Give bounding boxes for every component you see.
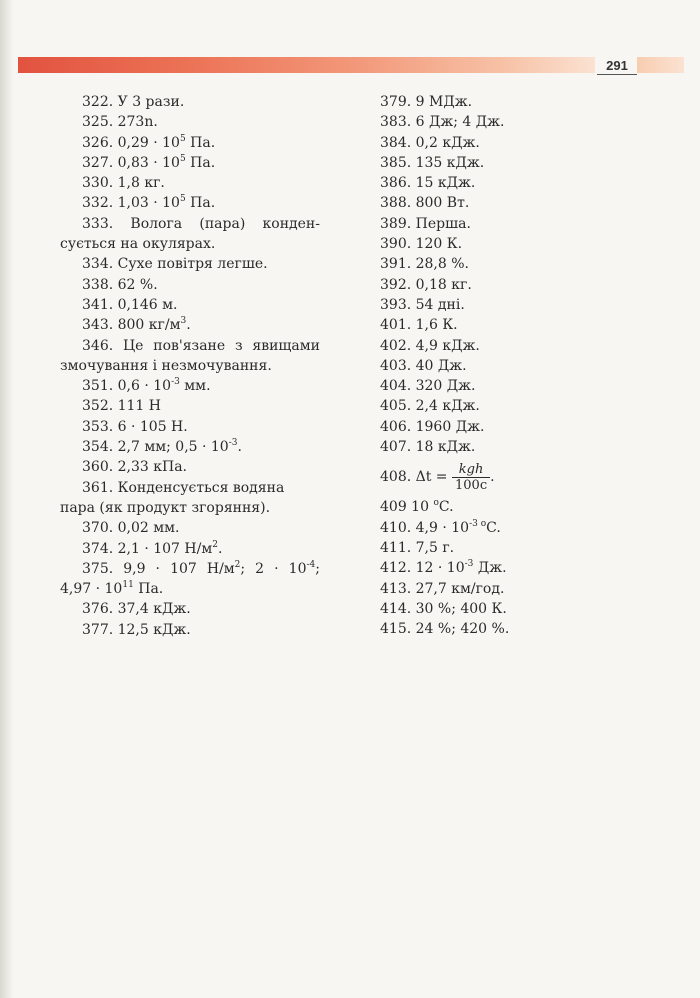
superscript: -3 [464, 559, 474, 570]
answer-text: 330. 1,8 кг. [82, 175, 165, 192]
answer-text: . [237, 439, 242, 456]
answer-text: ; [315, 560, 320, 577]
answer-line [380, 558, 640, 578]
answer-line [60, 518, 320, 538]
answer-text: 412. 12 · 10 [380, 560, 465, 577]
answer-text: 391. 28,8 %. [380, 256, 469, 273]
answer-text: мм. [179, 378, 211, 395]
answer-text: 392. 0,18 кг. [380, 276, 472, 293]
answer-line [60, 193, 320, 213]
answer-text: 393. 54 дні. [380, 296, 465, 313]
page-number-underline [597, 74, 637, 75]
answer-text: 388. 800 Вт. [380, 195, 470, 212]
answer-line [380, 336, 640, 356]
superscript: -4 [306, 559, 316, 570]
answer-line [60, 599, 320, 619]
answer-text: 4,97 · 10 [60, 581, 123, 598]
answer-text: змочування і незмочування. [60, 357, 272, 374]
answer-text: 370. 0,02 мм. [82, 520, 180, 537]
answer-text: 326. 0,29 · 10 [82, 134, 180, 151]
answer-line [380, 376, 640, 396]
superscript: o [433, 498, 439, 509]
answer-line [60, 437, 320, 457]
answer-text: 411. 7,5 г. [380, 539, 455, 556]
answer-line [60, 173, 320, 193]
answer-text: 383. 6 Дж; 4 Дж. [380, 114, 505, 131]
answer-line [60, 417, 320, 437]
fraction-denominator: 100c [455, 477, 488, 493]
answer-text: 333. Волога (пара) конден- [82, 215, 320, 232]
answer-text: 332. 1,03 · 10 [82, 195, 180, 212]
answer-text: 374. 2,1 · 107 Н/м [82, 540, 213, 557]
answer-text: 334. Сухе повітря легше. [82, 256, 268, 273]
answer-text: 415. 24 %; 420 %. [380, 621, 510, 638]
superscript: 5 [179, 153, 186, 164]
answer-line [60, 620, 320, 640]
answer-text: сується на окулярах. [60, 236, 216, 253]
answer-text: 401. 1,6 К. [380, 317, 458, 334]
answer-text: Дж. [473, 560, 507, 577]
answer-text: 361. Конденсується водяна [82, 479, 285, 496]
answer-line [380, 417, 640, 437]
answer-text: 376. 37,4 кДж. [82, 601, 191, 618]
header-color-band [18, 57, 595, 73]
answer-line [60, 112, 320, 132]
answer-line [380, 275, 640, 295]
answer-text: 375. 9,9 · 107 Н/м [82, 560, 235, 577]
superscript: -3 o [469, 518, 487, 529]
answer-text: пара (як продукт згоряння). [60, 499, 271, 516]
answer-text: . [186, 317, 191, 334]
answer-line [380, 356, 640, 376]
answer-text: 322. У 3 рази. [82, 94, 185, 110]
answer-line [60, 92, 320, 112]
answer-line [380, 193, 640, 213]
superscript: -3 [171, 377, 180, 388]
page-number: 291 [606, 58, 628, 73]
answer-line [60, 498, 320, 518]
answer-line [60, 356, 320, 376]
answer-text: 341. 0,146 м. [82, 296, 178, 313]
answer-text: . [217, 540, 223, 557]
answer-line [380, 153, 640, 173]
answer-line [380, 457, 640, 497]
answer-text: 360. 2,33 кПа. [82, 459, 187, 476]
answer-text: 353. 6 · 105 Н. [82, 418, 188, 435]
answer-line [60, 457, 320, 477]
answer-text: 410. 4,9 · 10 [380, 519, 470, 536]
answer-text: 338. 62 %. [82, 276, 158, 293]
answer-text: 351. 0,6 · 10 [82, 378, 172, 395]
answer-line [60, 153, 320, 173]
answer-line [60, 133, 320, 153]
fraction [452, 462, 490, 493]
answer-text: 327. 0,83 · 10 [82, 154, 180, 171]
answer-line [380, 518, 640, 538]
answer-line [60, 315, 320, 335]
answer-line [60, 275, 320, 295]
answer-text: 386. 15 кДж. [380, 175, 476, 192]
superscript: 5 [179, 194, 186, 205]
page-spine-shadow [0, 0, 14, 998]
answer-line [60, 376, 320, 396]
superscript: 11 [122, 580, 134, 591]
answer-line [380, 396, 640, 416]
answer-line [380, 579, 640, 599]
answer-text: 384. 0,2 кДж. [380, 134, 480, 151]
answer-text: 354. 2,7 мм; 0,5 · 10 [82, 439, 229, 456]
answer-text: 405. 2,4 кДж. [380, 398, 480, 415]
answer-line [60, 579, 320, 599]
answer-text: ; 2 · 10 [240, 560, 307, 577]
answer-text: 406. 1960 Дж. [380, 418, 485, 435]
superscript: -3 [228, 438, 238, 449]
header-color-band-right [637, 57, 684, 73]
answer-text: C. [486, 519, 501, 536]
answer-line [380, 234, 640, 254]
answer-line [60, 478, 320, 498]
answer-line [380, 133, 640, 153]
answer-text: 343. 800 кг/м [82, 317, 181, 334]
superscript: 5 [179, 133, 186, 144]
answer-text: Па. [185, 134, 216, 151]
answer-line [60, 254, 320, 274]
answer-line [60, 539, 320, 559]
answer-text: 402. 4,9 кДж. [380, 337, 480, 354]
answer-line [60, 396, 320, 416]
answer-line [60, 336, 320, 356]
answer-line [380, 214, 640, 234]
answer-line [380, 619, 640, 639]
answer-line [60, 214, 320, 234]
answer-text: 414. 30 %; 400 К. [380, 600, 507, 617]
formula-lead: 408. Δt = [380, 469, 452, 486]
answer-line [60, 234, 320, 254]
answer-text: Па. [185, 195, 216, 212]
formula-tail: . [490, 469, 495, 486]
answer-text: 346. Це пов'язане з явищами [82, 337, 320, 354]
answer-text: 352. 111 Н [82, 398, 162, 415]
answers-right-column [380, 92, 640, 639]
answer-text: 409 10 [380, 499, 434, 516]
answer-line [380, 254, 640, 274]
answer-line [380, 92, 640, 112]
answer-line [380, 112, 640, 132]
answer-text: 325. 273n. [82, 114, 158, 131]
answer-text: Па. [185, 154, 216, 171]
superscript: 2 [234, 559, 241, 570]
answer-text: 379. 9 МДж. [380, 94, 473, 110]
answer-text: 404. 320 Дж. [380, 378, 476, 395]
answers-left-column [60, 92, 320, 640]
answer-line [380, 437, 640, 457]
answer-line [60, 295, 320, 315]
answer-line [380, 538, 640, 558]
answer-line [380, 295, 640, 315]
fraction-numerator: kgh [452, 462, 490, 478]
superscript: 3 [180, 316, 187, 327]
answer-text: 413. 27,7 км/год. [380, 580, 505, 597]
answer-line [380, 315, 640, 335]
answer-line [380, 497, 640, 517]
answer-line [60, 559, 320, 579]
superscript: 2 [212, 539, 218, 550]
answer-text: 385. 135 кДж. [380, 154, 485, 171]
answer-text: 389. Перша. [380, 215, 471, 232]
answer-text: C. [438, 499, 454, 516]
answer-text: Па. [133, 581, 164, 598]
answer-text: 407. 18 кДж. [380, 439, 476, 456]
answer-text: 390. 120 К. [380, 236, 463, 253]
answer-text: 377. 12,5 кДж. [82, 621, 191, 638]
answer-line [380, 173, 640, 193]
answer-line [380, 599, 640, 619]
answer-text: 403. 40 Дж. [380, 357, 467, 374]
